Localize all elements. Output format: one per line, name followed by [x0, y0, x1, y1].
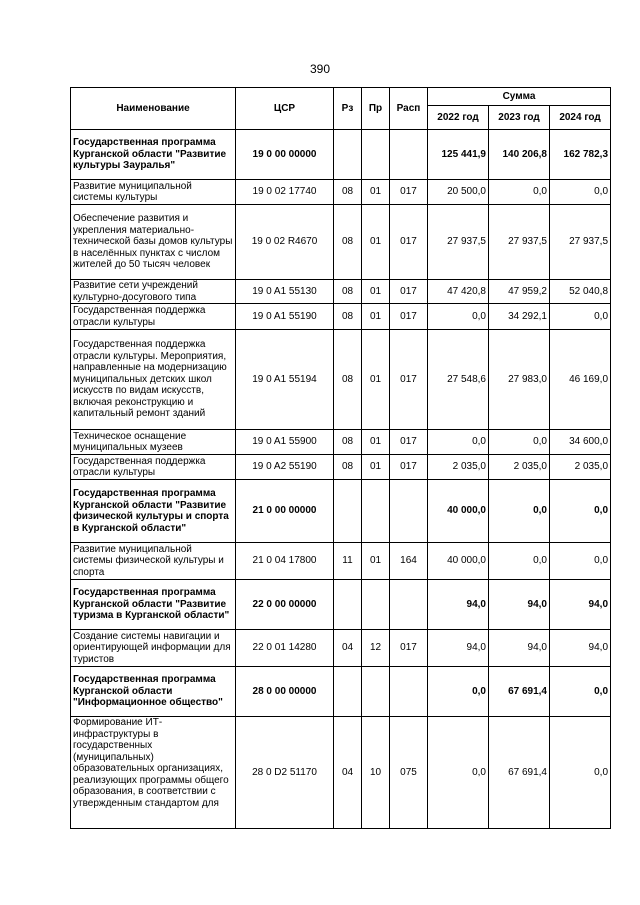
row-csr: 21 0 04 17800	[236, 543, 334, 580]
row-name: Государственная программа Курганской области "Развитие туризма в Курганской области"	[71, 580, 236, 630]
table-row	[71, 180, 611, 205]
row-sum-2023: 0,0	[489, 543, 550, 580]
row-name: Развитие сети учреждений культурно-досугового типа	[71, 280, 236, 304]
row-sum-2022: 27 548,6	[428, 330, 489, 430]
row-rasp	[390, 480, 428, 543]
row-sum-2024: 34 600,0	[550, 430, 611, 455]
row-name: Создание системы навигации и ориентирующей информации для туристов	[71, 630, 236, 667]
header-name: Наименование	[71, 88, 236, 130]
row-rasp: 017	[390, 330, 428, 430]
budget-table	[70, 87, 611, 829]
row-pr	[362, 580, 390, 630]
table-row	[71, 630, 611, 667]
row-sum-2023: 27 937,5	[489, 205, 550, 280]
row-pr: 01	[362, 455, 390, 480]
row-csr: 21 0 00 00000	[236, 480, 334, 543]
row-sum-2024: 0,0	[550, 180, 611, 205]
header-rz: Рз	[334, 88, 362, 130]
row-pr: 01	[362, 280, 390, 304]
row-sum-2022: 0,0	[428, 717, 489, 829]
table-row	[71, 330, 611, 430]
row-sum-2022: 94,0	[428, 580, 489, 630]
row-name: Государственная программа Курганской области "Информационное общество"	[71, 667, 236, 717]
row-rz: 11	[334, 543, 362, 580]
row-sum-2022: 27 937,5	[428, 205, 489, 280]
row-rasp: 017	[390, 280, 428, 304]
row-sum-2024: 0,0	[550, 480, 611, 543]
table-row	[71, 455, 611, 480]
row-rz: 08	[334, 180, 362, 205]
row-sum-2022: 2 035,0	[428, 455, 489, 480]
row-sum-2022: 125 441,9	[428, 130, 489, 180]
row-sum-2023: 67 691,4	[489, 667, 550, 717]
row-sum-2022: 94,0	[428, 630, 489, 667]
row-sum-2022: 40 000,0	[428, 543, 489, 580]
row-sum-2024: 0,0	[550, 304, 611, 330]
row-rz: 08	[334, 455, 362, 480]
table-row	[71, 667, 611, 717]
row-csr: 19 0 A1 55130	[236, 280, 334, 304]
row-rz: 08	[334, 430, 362, 455]
header-2024: 2024 год	[550, 106, 611, 130]
table-row	[71, 717, 611, 829]
row-rasp	[390, 667, 428, 717]
header-csr: ЦСР	[236, 88, 334, 130]
row-sum-2024: 162 782,3	[550, 130, 611, 180]
row-rasp: 017	[390, 304, 428, 330]
row-rz: 08	[334, 205, 362, 280]
row-pr	[362, 130, 390, 180]
row-sum-2023: 27 983,0	[489, 330, 550, 430]
row-csr: 28 0 00 00000	[236, 667, 334, 717]
row-sum-2022: 0,0	[428, 430, 489, 455]
row-name: Обеспечение развития и укрепления материально-технической базы домов культуры в населённых пунктах с числом жителей до 50 тысяч человек	[71, 205, 236, 280]
header-rasp: Расп	[390, 88, 428, 130]
row-sum-2024: 94,0	[550, 580, 611, 630]
row-rasp	[390, 580, 428, 630]
table-row	[71, 480, 611, 543]
row-csr: 19 0 02 R4670	[236, 205, 334, 280]
row-sum-2023: 34 292,1	[489, 304, 550, 330]
row-pr	[362, 667, 390, 717]
row-sum-2023: 140 206,8	[489, 130, 550, 180]
header-2023: 2023 год	[489, 106, 550, 130]
row-pr: 12	[362, 630, 390, 667]
row-csr: 22 0 00 00000	[236, 580, 334, 630]
row-rz: 08	[334, 330, 362, 430]
row-rasp: 164	[390, 543, 428, 580]
row-rasp: 017	[390, 455, 428, 480]
row-csr: 19 0 A2 55190	[236, 455, 334, 480]
row-pr: 01	[362, 304, 390, 330]
row-csr: 22 0 01 14280	[236, 630, 334, 667]
row-sum-2024: 2 035,0	[550, 455, 611, 480]
table-row	[71, 580, 611, 630]
header-2022: 2022 год	[428, 106, 489, 130]
row-rasp: 075	[390, 717, 428, 829]
row-name: Развитие муниципальной системы культуры	[71, 180, 236, 205]
row-csr: 19 0 A1 55900	[236, 430, 334, 455]
row-sum-2023: 2 035,0	[489, 455, 550, 480]
row-rasp: 017	[390, 205, 428, 280]
page-number: 390	[309, 62, 331, 76]
header-pr: Пр	[362, 88, 390, 130]
row-name: Государственная поддержка отрасли культуры	[71, 455, 236, 480]
row-rz	[334, 667, 362, 717]
row-pr: 10	[362, 717, 390, 829]
table-row	[71, 304, 611, 330]
row-sum-2023: 0,0	[489, 480, 550, 543]
row-rasp: 017	[390, 430, 428, 455]
table-row	[71, 280, 611, 304]
row-csr: 19 0 00 00000	[236, 130, 334, 180]
row-rz: 04	[334, 717, 362, 829]
row-pr: 01	[362, 205, 390, 280]
row-sum-2024: 0,0	[550, 717, 611, 829]
row-sum-2023: 67 691,4	[489, 717, 550, 829]
table-row	[71, 543, 611, 580]
header-sum: Сумма	[428, 88, 611, 106]
row-sum-2023: 94,0	[489, 580, 550, 630]
row-sum-2022: 20 500,0	[428, 180, 489, 205]
row-sum-2023: 0,0	[489, 180, 550, 205]
row-pr	[362, 480, 390, 543]
row-name: Техническое оснащение муниципальных музеев	[71, 430, 236, 455]
row-csr: 19 0 A1 55194	[236, 330, 334, 430]
row-rasp: 017	[390, 180, 428, 205]
row-name: Государственная поддержка отрасли культуры. Мероприятия, направленные на модернизацию муниципальных детских школ искусств по видам искусств, включая реконструкцию и капитальный ремонт зданий	[71, 330, 236, 430]
row-sum-2022: 40 000,0	[428, 480, 489, 543]
row-name: Государственная программа Курганской области "Развитие культуры Зауралья"	[71, 130, 236, 180]
row-pr: 01	[362, 330, 390, 430]
table-row	[71, 205, 611, 280]
table-row	[71, 130, 611, 180]
row-rz	[334, 580, 362, 630]
row-sum-2024: 27 937,5	[550, 205, 611, 280]
row-name: Развитие муниципальной системы физической культуры и спорта	[71, 543, 236, 580]
row-rasp	[390, 130, 428, 180]
row-name: Государственная поддержка отрасли культуры	[71, 304, 236, 330]
row-sum-2022: 0,0	[428, 667, 489, 717]
row-sum-2022: 47 420,8	[428, 280, 489, 304]
row-name: Государственная программа Курганской области "Развитие физической культуры и спорта в Курганской области"	[71, 480, 236, 543]
row-sum-2024: 52 040,8	[550, 280, 611, 304]
row-rasp: 017	[390, 630, 428, 667]
row-sum-2024: 0,0	[550, 667, 611, 717]
row-sum-2023: 47 959,2	[489, 280, 550, 304]
row-sum-2024: 0,0	[550, 543, 611, 580]
row-sum-2024: 94,0	[550, 630, 611, 667]
row-pr: 01	[362, 180, 390, 205]
row-csr: 19 0 02 17740	[236, 180, 334, 205]
row-rz: 04	[334, 630, 362, 667]
row-rz: 08	[334, 280, 362, 304]
row-rz	[334, 130, 362, 180]
row-pr: 01	[362, 543, 390, 580]
row-sum-2023: 0,0	[489, 430, 550, 455]
row-sum-2024: 46 169,0	[550, 330, 611, 430]
row-csr: 28 0 D2 51170	[236, 717, 334, 829]
table-row	[71, 430, 611, 455]
row-csr: 19 0 A1 55190	[236, 304, 334, 330]
row-sum-2022: 0,0	[428, 304, 489, 330]
row-name: Формирование ИТ-инфраструктуры в государственных (муниципальных) образовательных организациях, реализующих программы общего образования, в соответствии с утвержденным стандартом для	[71, 717, 236, 829]
row-pr: 01	[362, 430, 390, 455]
row-sum-2023: 94,0	[489, 630, 550, 667]
row-rz	[334, 480, 362, 543]
row-rz: 08	[334, 304, 362, 330]
